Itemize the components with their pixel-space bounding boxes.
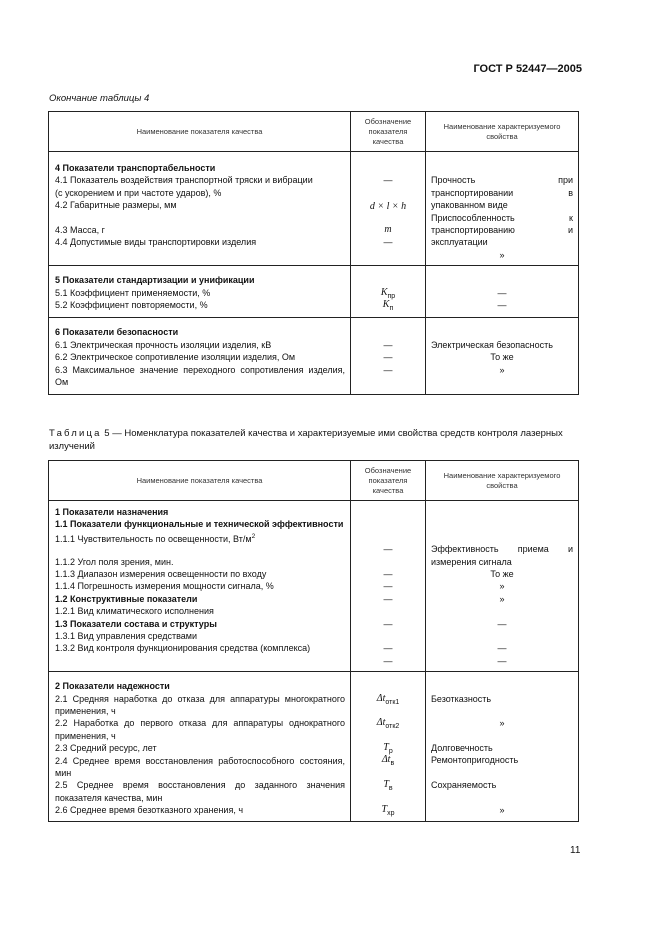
designation: — [383, 643, 393, 654]
designation: $T_р$ [383, 742, 393, 756]
page-number: 11 [570, 845, 581, 856]
designation: — [383, 568, 393, 579]
section-title: 2 Показатели надежности [55, 681, 170, 692]
row-text: 5.1 Коэффициент применяемости, % [55, 287, 211, 298]
column-header-property: Наименование характеризуемого свойства [426, 461, 579, 501]
property-text: Безотказность [431, 693, 492, 704]
row-text: 6.3 Максимальное значение переходного сопротивления изделия, Ом [55, 364, 345, 387]
section-title: 4 Показатели транспортабельности [55, 163, 216, 173]
designation: $\Delta t_{отк2}$ [376, 717, 400, 731]
row-text: 2.3 Средний ресурс, лет [55, 743, 157, 754]
table-4 [48, 111, 579, 395]
column-header-property: Наименование характеризуемого свойства [426, 112, 579, 152]
designation: $\Delta t_{отк1}$ [376, 692, 400, 706]
designation: — [383, 581, 393, 592]
column-header-quality-indicator: Наименование показателя качества [49, 112, 351, 152]
property-text: То же [490, 352, 514, 363]
row-text: 1.2.1 Вид климатического исполнения [55, 606, 214, 617]
row-text: 1.1.3 Диапазон измерения освещенности по входу [55, 568, 267, 579]
designation: — [383, 364, 393, 375]
property-text: Эффективность приема и измерения сигнала [431, 544, 573, 567]
row-text: 2.5 Среднее время восстановления до заданного значения показателя качества, мин [55, 780, 345, 803]
property-text: Долговечность [431, 743, 493, 754]
row-text: 1.3.1 Вид управления средствами [55, 630, 197, 641]
row-text: 2.6 Среднее время безотказного хранения, ч [55, 805, 244, 816]
property-text: — [497, 287, 507, 298]
row-text: 5.2 Коэффициент повторяемости, % [55, 300, 208, 310]
row-text: 4.4 Допустимые виды транспортировки изделия [55, 237, 257, 248]
property-text: » [499, 249, 505, 260]
designation: — [383, 544, 393, 555]
row-text: 4.2 Габаритные размеры, мм [55, 200, 177, 211]
row-text: 4.3 Масса, г [55, 224, 105, 235]
row-text: 4.1 Показатель воздействия транспортной тряски и вибрации [55, 175, 313, 186]
table-continuation-label: Окончание таблицы 4 [49, 93, 150, 104]
row-text: 6.2 Электрическое сопротивление изоляции изделия, Ом [55, 352, 296, 363]
table-row [49, 266, 579, 318]
table-row [49, 318, 579, 395]
row-text: 2.2 Наработка до первого отказа для аппаратуры однократного применения, ч [55, 718, 345, 741]
designation: $K_п$ [382, 299, 394, 312]
table-5-caption: Таблица 5 — Номенклатура показателей качества и характеризуемые ими свойства средств контроля лазерных излучений [49, 428, 563, 452]
designation: $\Delta t_в$ [381, 754, 395, 768]
column-header-quality-indicator: Наименование показателя качества [49, 461, 351, 501]
property-text: Ремонтопригодность [431, 755, 519, 766]
property-text: То же [490, 568, 514, 579]
designation: — [383, 593, 393, 604]
property-text: » [499, 581, 505, 592]
column-header-designation: Обозначение показателя качества [351, 112, 426, 152]
table-row [49, 501, 579, 672]
designation: — [383, 175, 393, 186]
subsection-title: 1.3 Показатели состава и структуры [55, 618, 217, 629]
property-text: Сохраняемость [431, 780, 497, 791]
designation: — [383, 655, 393, 666]
designation: $K_{пр}$ [380, 286, 396, 300]
designation: — [383, 352, 393, 363]
property-text: Прочность при транспортировании в упакованном виде [431, 175, 573, 211]
designation: — [383, 618, 393, 629]
designation: m [384, 223, 392, 235]
property-text: — [497, 300, 507, 310]
property-text: » [499, 593, 505, 604]
row-text: 1.1.2 Угол поля зрения, мин. [55, 556, 174, 567]
subsection-title: 1.2 Конструктивные показатели [55, 593, 198, 604]
property-text: Электрическая безопасность [431, 339, 553, 350]
designation: $T_в$ [383, 779, 393, 793]
table-row [49, 672, 579, 821]
section-title: 5 Показатели стандартизации и унификации [55, 275, 255, 286]
table-row [49, 152, 579, 266]
designation: — [383, 339, 393, 350]
row-text: 1.3.2 Вид контроля функционирования средства (комплекса) [55, 643, 311, 654]
section-title: 1 Показатели назначения [55, 507, 169, 517]
property-text: » [499, 364, 505, 375]
property-text: — [497, 643, 507, 654]
row-text: 1.1.4 Погрешность измерения мощности сигнала, % [55, 581, 274, 592]
section-title: 6 Показатели безопасности [55, 327, 179, 338]
subsection-title: 1.1 Показатели функциональные и технической эффективности [55, 519, 344, 530]
table-5 [48, 460, 579, 822]
property-text: — [497, 655, 507, 666]
designation: d × l × h [369, 201, 407, 213]
document-header: ГОСТ Р 52447—2005 [473, 63, 582, 75]
row-text: (с ускорением и при частоте ударов), % [55, 187, 222, 198]
property-text: » [499, 805, 505, 816]
property-text: Приспособленность к транспортированию и эксплуатации [431, 212, 573, 248]
column-header-designation: Обозначение показателя качества [351, 461, 426, 501]
row-text: 6.1 Электрическая прочность изоляции изделия, кВ [55, 339, 272, 350]
property-text: — [497, 618, 507, 629]
row-text: 1.1.1 Чувствительность по освещенности, $Вт/м^2$ [55, 532, 256, 544]
row-text: 2.1 Средняя наработка до отказа для аппаратуры многократного применения, ч [55, 693, 345, 716]
property-text: » [499, 718, 505, 729]
designation: — [383, 237, 393, 248]
designation: $T_{хр}$ [381, 804, 395, 818]
row-text: 2.4 Среднее время восстановления работоспособного состояния, мин [55, 755, 345, 778]
